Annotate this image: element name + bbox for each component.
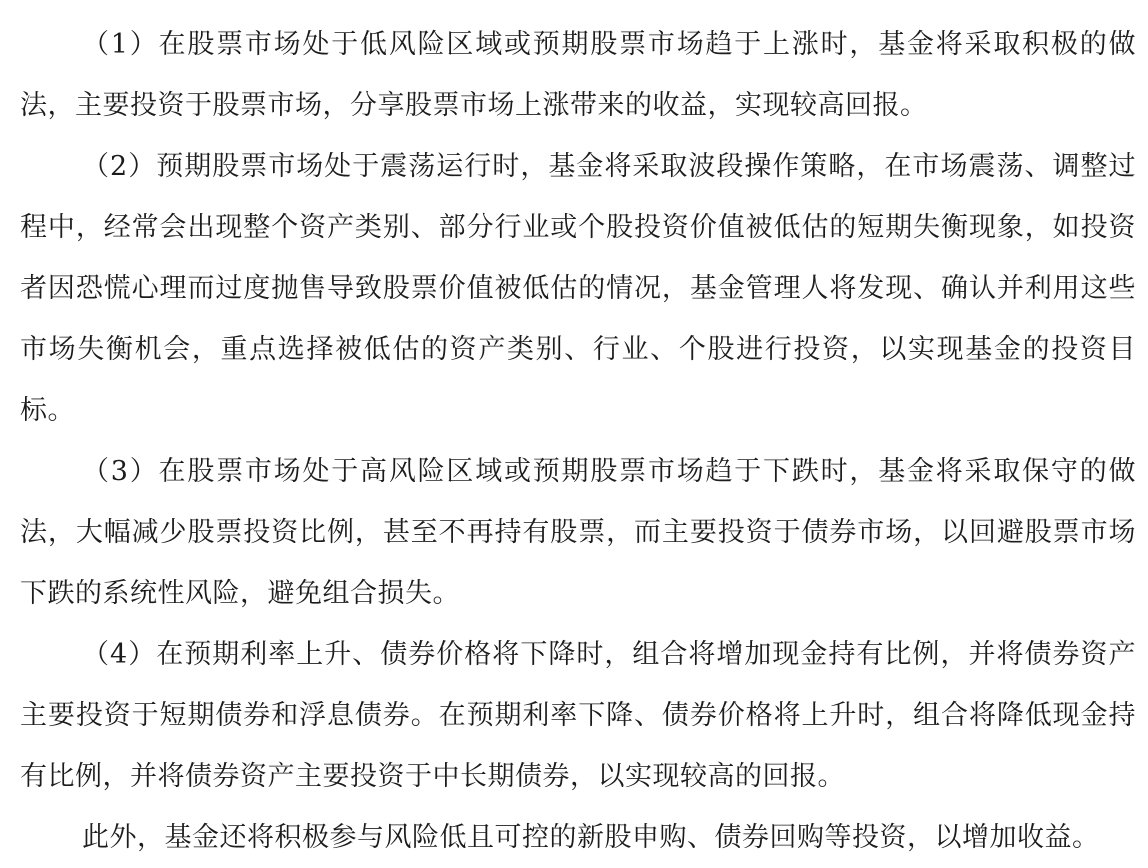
paragraph-additional: 此外，基金还将积极参与风险低且可控的新股申购、债券回购等投资，以增加收益。 (82, 822, 1100, 853)
paragraph-strategy-2: （2）预期股票市场处于震荡运行时，基金将采取波段操作策略，在市场震荡、调整过程中，经常会出现整个资产类别、部分行业或个股投资价值被低估的短期失衡现象，如投资者因恐慌心理而过度抛售导致股票价值被低估的情况，基金管理人将发现、确认并利用这些市场失衡机会，重点选择被低估的资产类别、行业、个股进行投资，以实现基金的投资目标。 (20, 151, 1136, 426)
paragraph-strategy-4: （4）在预期利率上升、债券价格将下降时，组合将增加现金持有比例，并将债券资产主要投资于短期债券和浮息债券。在预期利率下降、债券价格将上升时，组合将降低现金持有比例，并将债券资产主要投资于中长期债券，以实现较高的回报。 (20, 639, 1136, 792)
paragraph-strategy-1: （1）在股票市场处于低风险区域或预期股票市场趋于上涨时，基金将采取积极的做法，主要投资于股票市场，分享股票市场上涨带来的收益，实现较高回报。 (20, 29, 1136, 121)
paragraph-strategy-3: （3）在股票市场处于高风险区域或预期股票市场趋于下跌时，基金将采取保守的做法，大幅减少股票投资比例，甚至不再持有股票，而主要投资于债券市场，以回避股票市场下跌的系统性风险，避免组合损失。 (20, 456, 1136, 609)
